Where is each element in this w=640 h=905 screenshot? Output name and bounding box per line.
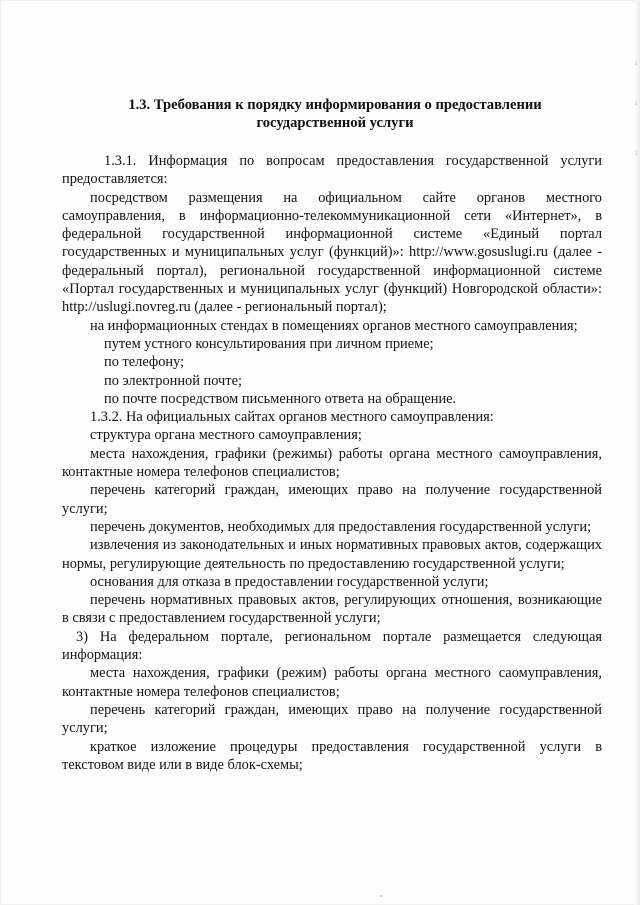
- paragraph: перечень категорий граждан, имеющих право на получение государственной услуги;: [62, 482, 602, 517]
- scan-speck: [380, 895, 382, 897]
- paragraph: основания для отказа в предоставлении государственной услуги;: [90, 573, 489, 590]
- paragraph: на информационных стендах в помещениях органов местного самоуправления;: [90, 317, 578, 334]
- section-heading: [60, 96, 610, 132]
- paragraph: по почте посредством письменного ответа на обращение.: [104, 390, 457, 407]
- paragraph: 3) На федеральном портале, региональном портале размещается следующая информация:: [62, 628, 602, 664]
- scan-artifact: ı: [634, 150, 638, 157]
- paragraph: перечень нормативных правовых актов, регулирующих отношения, возникающие в связи с предоставлением государственной услуги;: [62, 592, 602, 627]
- section-heading-line: 1.3. Требования к порядку информирования о предоставлении: [128, 97, 542, 113]
- paragraph: 1.3.1. Информация по вопросам предоставления государственной услуги предоставляется:: [62, 153, 602, 188]
- paragraph: 1.3.2. На официальных сайтах органов местного самоуправления:: [90, 409, 494, 426]
- paragraph: краткое изложение процедуры предоставления государственной услуги в текстовом виде или в виде блок-схемы;: [62, 738, 602, 773]
- paragraph: места нахождения, графики (режим) работы органа местного саомуправления, контактные номера телефонов специалистов;: [62, 665, 602, 700]
- scan-edge: [634, 0, 640, 905]
- section-heading-line: государственной услуги: [256, 115, 414, 131]
- document-body: [62, 152, 602, 774]
- paragraph: извлечения из законодательных и иных нормативных правовых актов, содержащих нормы, регулирующие деятельность по предоставлению государственной услуги;: [62, 537, 602, 572]
- paragraph: по телефону;: [104, 354, 185, 371]
- paragraph: места нахождения, графики (режимы) работы органа местного самоуправления, контактные номера телефонов специалистов;: [62, 445, 602, 481]
- scan-artifact: ı: [634, 60, 638, 67]
- paragraph: перечень документов, необходимых для предоставления государственной услуги;: [90, 518, 592, 535]
- paragraph: по электронной почте;: [104, 372, 242, 389]
- scan-artifact: ı: [634, 100, 638, 107]
- paragraph: перечень категорий граждан, имеющих право на получение государственной услуги;: [62, 701, 602, 737]
- paragraph: структура органа местного самоуправления;: [90, 427, 362, 444]
- paragraph: путем устного консультирования при личном приеме;: [104, 335, 434, 352]
- paragraph: посредством размещения на официальном сайте органов местного самоуправления, в информационно-телекоммуникационной сети «Интернет», в федеральной государственной информационной системе «Единый портал государственных и муниципальных услуг (функций)»: http://www.gosuslugi.ru (далее - федеральный портал), региональной государственной информационной системе «Портал государственных и муниципальных услуг (функций) Новгородской области»: http://uslugi.novreg.ru (далее - региональный портал);: [62, 189, 602, 316]
